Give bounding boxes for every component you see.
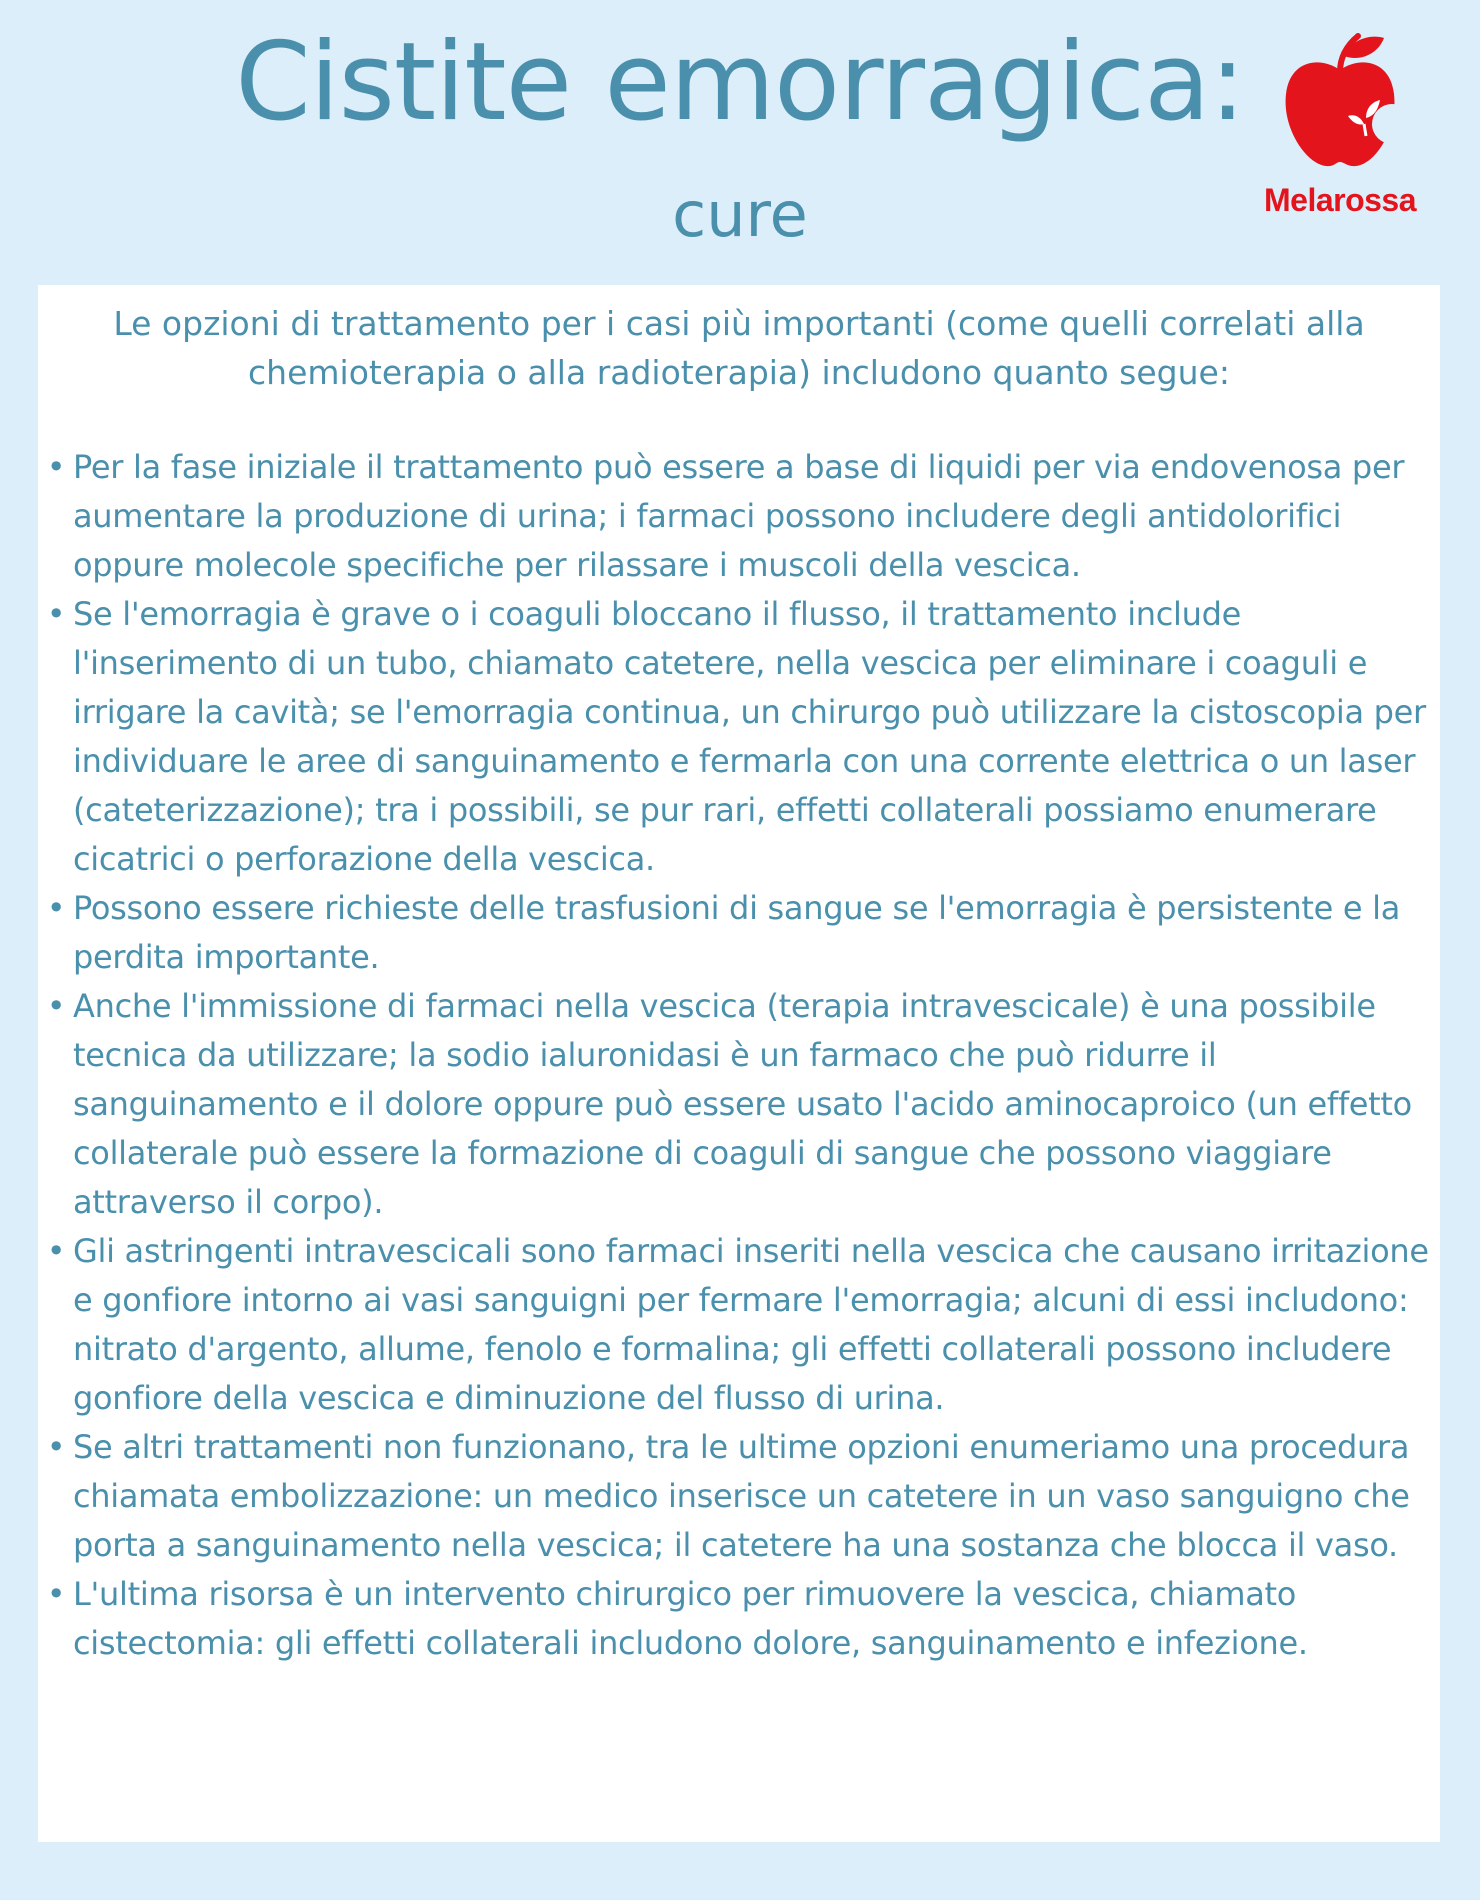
list-item-text: Possono essere richieste delle trasfusioni di sangue se l'emorragia è persistente e la perdita importante.: [73, 889, 1401, 976]
intro-text: Le opzioni di trattamento per i casi più importanti (come quelli correlati alla chemioterapia o alla radioterapia) includono quanto segue:: [113, 304, 1365, 392]
list-item-text: Anche l'immissione di farmaci nella vescica (terapia intravescicale) è una possibile tecnica da utilizzare; la sodio ialuronidasi è un farmaco che può ridurre il sanguinamento e il dolore oppure può essere usato l'acido aminocaproico (un effetto collaterale può essere la formazione di coaguli di sangue che possono viaggiare attraverso il corpo).: [73, 987, 1412, 1221]
list-item-text: Per la fase iniziale il trattamento può essere a base di liquidi per via endovenosa per aumentare la produzione di urina; i farmaci possono includere degli antidolorifici oppure molecole specifiche per rilassare i muscoli della vescica.: [73, 448, 1405, 584]
bullet-icon: •: [46, 1232, 66, 1270]
list-item: [38, 590, 1440, 884]
bullet-icon: •: [46, 987, 66, 1025]
bullet-icon: •: [46, 889, 66, 927]
bullet-icon: •: [46, 595, 66, 633]
list-item: [38, 982, 1440, 1227]
list-item-text: L'ultima risorsa è un intervento chirurgico per rimuovere la vescica, chiamato cistectomia: gli effetti collaterali includono dolore, sanguinamento e infezione.: [73, 1575, 1308, 1662]
page-subtitle: cure: [672, 178, 808, 251]
brand-name: Melarossa: [1263, 182, 1417, 218]
list-item: [38, 1423, 1440, 1570]
bullet-icon: •: [46, 448, 66, 486]
list-item-text: Se l'emorragia è grave o i coaguli bloccano il flusso, il trattamento include l'inserimento di un tubo, chiamato catetere, nella vescica per eliminare i coaguli e irrigare la cavità; se l'emorragia continua, un chirurgo può utilizzare la cistoscopia per individuare le aree di sanguinamento e fermarla con una corrente elettrica o un laser (cateterizzazione); tra i possibili, se pur rari, effetti collaterali possiamo enumerare cicatrici o perforazione della vescica.: [73, 595, 1426, 878]
page-title: Cistite emorragica:: [235, 20, 1245, 145]
bullet-icon: •: [46, 1575, 66, 1613]
header: [0, 0, 1480, 280]
list-item-text: Gli astringenti intravescicali sono farmaci inseriti nella vescica che causano irritazione e gonfiore intorno ai vasi sanguigni per fermare l'emorragia; alcuni di essi includono: nitrato d'argento, allume, fenolo e formalina; gli effetti collaterali possono includere gonfiore della vescica e diminuzione del flusso di urina.: [73, 1232, 1429, 1417]
bullet-icon: •: [46, 1428, 66, 1466]
list-item: [38, 1227, 1440, 1423]
list-item: [38, 884, 1440, 982]
list-item-text: Se altri trattamenti non funzionano, tra le ultime opzioni enumeriamo una procedura chiamata embolizzazione: un medico inserisce un catetere in un vaso sanguigno che porta a sanguinamento nella vescica; il catetere ha una sostanza che blocca il vaso.: [73, 1428, 1410, 1564]
content-panel: [38, 285, 1440, 1842]
treatment-list: [38, 443, 1440, 1668]
list-item: [38, 443, 1440, 590]
apple-icon: [1280, 32, 1400, 172]
brand-logo: [1250, 32, 1430, 232]
list-item: [38, 1570, 1440, 1668]
